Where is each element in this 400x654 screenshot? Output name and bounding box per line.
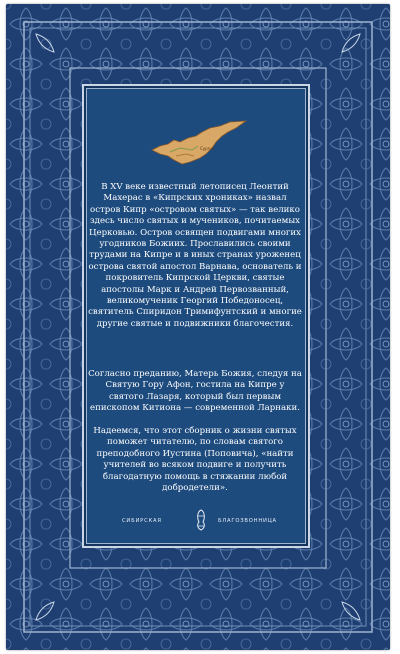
paragraph-1: В XV веке известный летописец Леонтий Махерас в «Кипрских хрониках» назвал остров Кипр «островом святых» — так велико здесь число святых и мучеников, почитаемых Церковью. Остров освящен подвигами многих угодников Божиих. Прославились своими трудами на Кипре и в иных странах уроженец острова святой апостол Варнава, основатель и покровитель Кипрской Церкви, святые апостолы Марк и Андрей Первозванный, великомученик Георгий Победоносец, святитель Спиридон Тримифунтский и многие другие святые и подвижники благочестия. xyxy=(88,182,302,329)
publisher-name-left: СИБИРСКАЯ xyxy=(122,518,162,524)
cyprus-map-icon xyxy=(150,120,250,168)
publisher-logo xyxy=(112,508,288,532)
map-label: Cyprus xyxy=(200,146,214,151)
paragraph-3: Надеемся, что этот сборник о жизни святых поможет читателю, по словам святого преподобного Иустина (Поповича), «найти учителей во всяком подвиге и получить благодатную помощь в стяжании любой добродетели». xyxy=(93,426,297,494)
paragraph-2: Согласно преданию, Матерь Божия, следуя на Святую Гору Афон, гостила на Кипре у святого Лазаря, который был первым епископом Китиона — современной Ларнаки. xyxy=(88,369,302,414)
bell-emblem-icon xyxy=(194,508,208,532)
publisher-name-right: БЛАГОЗВОННИЦА xyxy=(218,518,277,524)
